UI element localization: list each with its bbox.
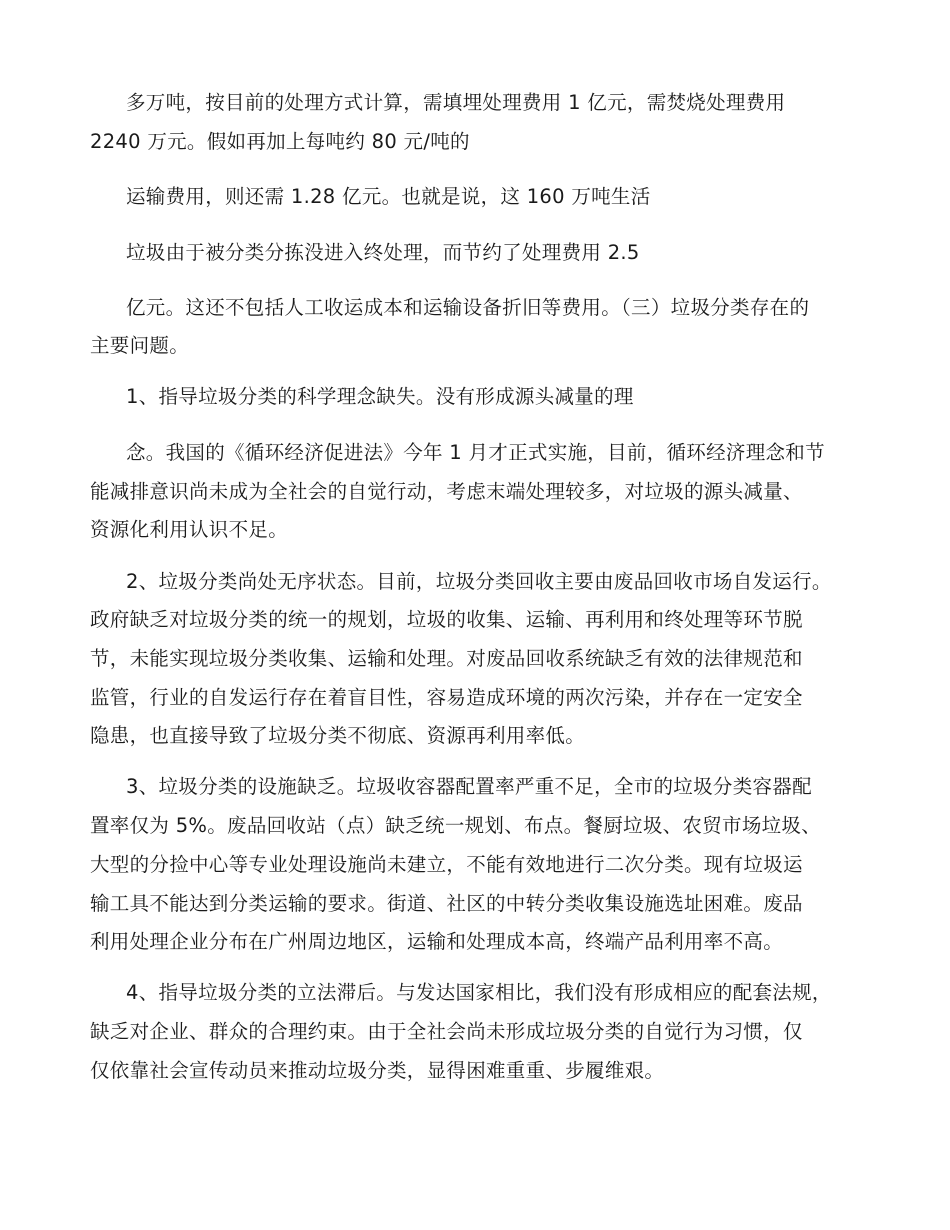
text-line: 2、垃圾分类尚处无序状态。目前，垃圾分类回收主要由废品回收市场自发运行。 (126, 570, 832, 593)
text-line: 利用处理企业分布在广州周边地区，运输和处理成本高，终端产品利用率不高。 (90, 930, 784, 953)
text-line: 大型的分捡中心等专业处理设施尚未建立，不能有效地进行二次分类。现有垃圾运 (90, 853, 803, 876)
text-line: 3、垃圾分类的设施缺乏。垃圾收容器配置率严重不足，全市的垃圾分类容器配 (126, 775, 812, 798)
text-line: 念。我国的《循环经济促进法》今年 1 月才正式实施，目前，循环经济理念和节 (126, 441, 825, 464)
text-line: 资源化利用认识不足。 (90, 518, 289, 541)
text-line: 置率仅为 5%。废品回收站（点）缺乏统一规划、布点。餐厨垃圾、农贸市场垃圾、 (90, 814, 822, 837)
text-line: 2240 万元。假如再加上每吨约 80 元/吨的 (90, 130, 470, 153)
text-line: 缺乏对企业、群众的合理约束。由于全社会尚未形成垃圾分类的自觉行为习惯，仅 (90, 1020, 803, 1043)
text-line: 垃圾由于被分类分拣没进入终处理，而节约了处理费用 2.5 (126, 241, 640, 264)
text-line: 亿元。这还不包括人工收运成本和运输设备折旧等费用。（三）垃圾分类存在的 (126, 296, 810, 319)
text-line: 输工具不能达到分类运输的要求。街道、社区的中转分类收集设施选址困难。废品 (90, 892, 803, 915)
text-line: 主要问题。 (90, 334, 190, 357)
text-line: 节，未能实现垃圾分类收集、运输和处理。对废品回收系统缺乏有效的法律规范和 (90, 647, 803, 670)
text-line: 能减排意识尚未成为全社会的自觉行动，考虑末端处理较多，对垃圾的源头减量、 (90, 480, 803, 503)
text-line: 监管，行业的自发运行存在着盲目性，容易造成环境的两次污染，并存在一定安全 (90, 686, 803, 709)
text-line: 多万吨，按目前的处理方式计算，需填埋处理费用 1 亿元，需焚烧处理费用 (126, 91, 786, 114)
text-line: 运输费用，则还需 1.28 亿元。也就是说，这 160 万吨生活 (126, 185, 651, 208)
text-line: 1、指导垃圾分类的科学理念缺失。没有形成源头减量的理 (126, 385, 634, 408)
text-line: 隐患，也直接导致了垃圾分类不彻底、资源再利用率低。 (90, 724, 586, 747)
text-line: 4、指导垃圾分类的立法滞后。与发达国家相比，我们没有形成相应的配套法规， (126, 981, 832, 1004)
text-line: 政府缺乏对垃圾分类的统一的规划，垃圾的收集、运输、再利用和终处理等环节脱 (90, 608, 803, 631)
text-line: 仅依靠社会宣传动员来推动垃圾分类，显得困难重重、步履维艰。 (90, 1059, 665, 1082)
